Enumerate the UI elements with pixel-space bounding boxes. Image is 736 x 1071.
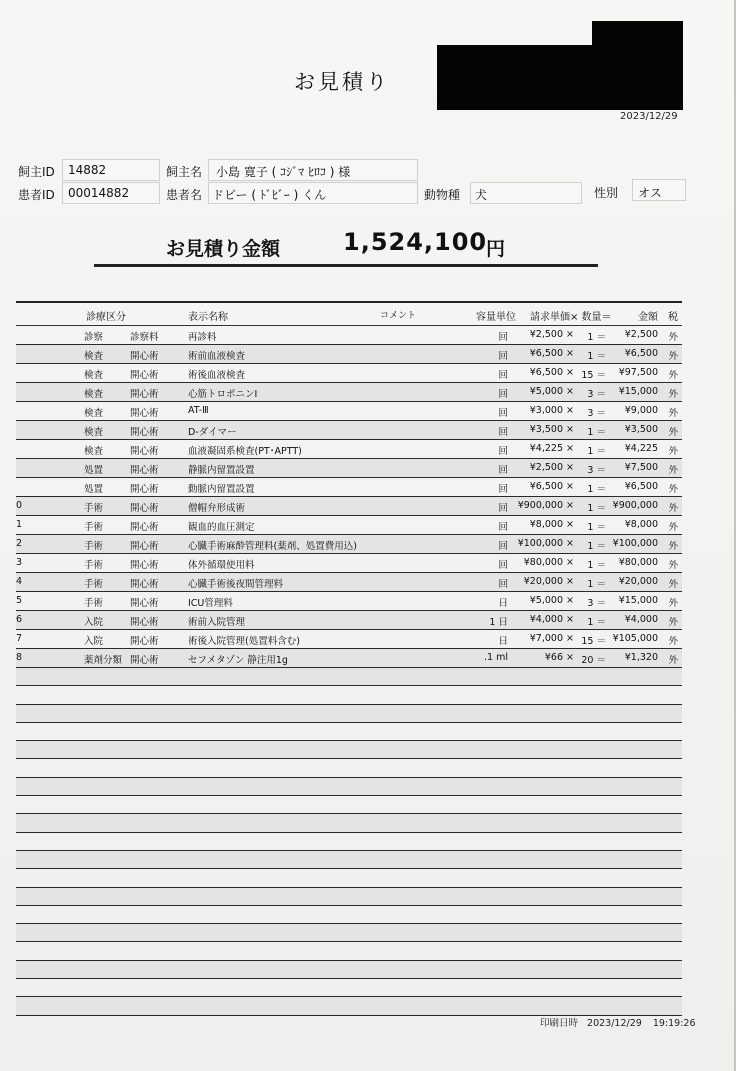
patient-name-label: 患者名	[166, 188, 203, 202]
row-number: 0	[16, 500, 23, 511]
owner-id-label: 飼主ID	[18, 165, 55, 179]
row-item-name: 術後血液検査	[188, 370, 246, 381]
row-quantity: 1 ＝	[587, 332, 606, 343]
row-tax: 外	[668, 427, 678, 438]
row-tax: 外	[668, 446, 678, 457]
row-unit-price: ¥66 ×	[544, 652, 574, 663]
row-unit-price: ¥7,000 ×	[529, 633, 574, 644]
row-subcategory: 開心術	[130, 389, 159, 400]
row-category: 診察	[84, 332, 104, 343]
empty-row	[16, 979, 682, 997]
row-category: 検査	[84, 370, 104, 381]
row-unit-price: ¥20,000 ×	[523, 576, 574, 587]
table-row	[16, 630, 682, 649]
row-category: 処置	[84, 484, 104, 495]
row-unit-price: ¥4,225 ×	[529, 443, 574, 454]
empty-row	[16, 778, 682, 796]
row-quantity: 1 ＝	[587, 541, 606, 552]
empty-row	[16, 942, 682, 960]
row-unit-price: ¥5,000 ×	[529, 595, 574, 606]
row-amount: ¥20,000	[618, 576, 658, 587]
empty-row	[16, 741, 682, 759]
row-number: 4	[16, 576, 23, 587]
row-item-name: 心臓手術麻酔管理料(薬剤、処置費用込)	[188, 541, 357, 552]
empty-row	[16, 723, 682, 741]
row-subcategory: 開心術	[130, 408, 159, 419]
row-item-name: 術前入院管理	[188, 617, 246, 628]
estimate-table	[16, 301, 682, 1016]
row-unit: 回	[498, 370, 508, 381]
row-quantity: 1 ＝	[587, 503, 606, 514]
row-quantity: 1 ＝	[587, 446, 606, 457]
row-unit-price: ¥5,000 ×	[529, 386, 574, 397]
table-header	[16, 303, 682, 326]
table-body	[16, 326, 682, 668]
row-unit: 1 日	[489, 617, 508, 628]
row-tax: 外	[668, 389, 678, 400]
row-category: 薬剤分類	[84, 655, 123, 666]
row-item-name: 観血的血圧測定	[188, 522, 255, 533]
estimate-unit: 円	[486, 238, 506, 260]
print-date: 2023/12/29	[587, 1018, 642, 1029]
row-subcategory: 開心術	[130, 598, 159, 609]
empty-row	[16, 668, 682, 686]
print-time: 19:19:26	[652, 1018, 696, 1029]
row-subcategory: 開心術	[130, 579, 159, 590]
row-amount: ¥2,500	[624, 329, 658, 340]
table-row	[16, 573, 682, 592]
row-tax: 外	[668, 484, 678, 495]
estimate-total: 1,524,100	[343, 228, 488, 256]
row-amount: ¥1,320	[624, 652, 658, 663]
row-quantity: 3 ＝	[587, 408, 606, 419]
row-unit-price: ¥6,500 ×	[529, 481, 574, 492]
empty-row	[16, 961, 682, 979]
empty-row	[16, 888, 682, 906]
row-category: 手術	[84, 579, 104, 590]
row-item-name: 心筋トロポニンI	[188, 389, 258, 400]
table-row	[16, 459, 682, 478]
col-amount: 金額	[638, 312, 658, 323]
empty-row	[16, 759, 682, 777]
row-number: 2	[16, 538, 23, 549]
row-unit: 日	[498, 636, 508, 647]
row-unit: 回	[498, 484, 508, 495]
row-quantity: 3 ＝	[587, 598, 606, 609]
col-tax: 税	[668, 312, 678, 323]
table-row	[16, 516, 682, 535]
estimate-label: お見積り金額	[166, 238, 281, 260]
row-subcategory: 開心術	[130, 465, 159, 476]
owner-id-value: 14882	[68, 163, 107, 177]
row-unit-price: ¥2,500 ×	[529, 462, 574, 473]
row-item-name: 術前血液検査	[188, 351, 246, 362]
row-amount: ¥4,000	[624, 614, 658, 625]
col-name: 表示名称	[188, 312, 228, 323]
row-item-name: D-ダイマー	[188, 427, 237, 438]
table-row	[16, 592, 682, 611]
row-subcategory: 開心術	[130, 446, 159, 457]
empty-row	[16, 705, 682, 723]
estimate-underline	[94, 264, 598, 267]
row-subcategory: 開心術	[130, 541, 159, 552]
row-amount: ¥8,000	[624, 519, 658, 530]
row-subcategory: 開心術	[130, 636, 159, 647]
row-unit-price: ¥80,000 ×	[523, 557, 574, 568]
row-unit: 回	[498, 522, 508, 533]
empty-row	[16, 851, 682, 869]
row-unit: 回	[498, 427, 508, 438]
row-unit-price: ¥3,500 ×	[529, 424, 574, 435]
row-number: 3	[16, 557, 23, 568]
row-item-name: ICU管理料	[188, 598, 233, 609]
col-price-qty: 請求単価× 数量＝	[530, 312, 612, 323]
row-unit-price: ¥4,000 ×	[529, 614, 574, 625]
row-item-name: セフメタゾン 静注用1g	[188, 655, 288, 666]
table-row	[16, 535, 682, 554]
species-label: 動物種	[424, 188, 461, 202]
row-tax: 外	[668, 560, 678, 571]
sex-value: オス	[638, 186, 662, 200]
row-category: 入院	[84, 617, 104, 628]
owner-name-label: 飼主名	[166, 165, 203, 179]
issue-date: 2023/12/29	[620, 111, 678, 122]
row-unit-price: ¥2,500 ×	[529, 329, 574, 340]
row-quantity: 15 ＝	[581, 636, 606, 647]
row-amount: ¥15,000	[618, 386, 658, 397]
row-amount: ¥15,000	[618, 595, 658, 606]
empty-rows	[16, 668, 682, 1016]
row-number: 1	[16, 519, 23, 530]
row-category: 手術	[84, 560, 104, 571]
row-quantity: 1 ＝	[587, 579, 606, 590]
row-amount: ¥100,000	[612, 538, 658, 549]
row-subcategory: 開心術	[130, 427, 159, 438]
row-number: 6	[16, 614, 23, 625]
empty-row	[16, 686, 682, 704]
row-tax: 外	[668, 351, 678, 362]
row-amount: ¥6,500	[624, 348, 658, 359]
species-value: 犬	[475, 188, 488, 202]
row-quantity: 1 ＝	[587, 560, 606, 571]
row-category: 処置	[84, 465, 104, 476]
row-category: 手術	[84, 522, 104, 533]
row-amount: ¥80,000	[618, 557, 658, 568]
col-unit: 容量単位	[476, 312, 516, 323]
row-subcategory: 開心術	[130, 560, 159, 571]
row-unit: 回	[498, 579, 508, 590]
patient-id-label: 患者ID	[18, 188, 55, 202]
row-tax: 外	[668, 503, 678, 514]
empty-row	[16, 869, 682, 887]
row-item-name: 静脈内留置設置	[188, 465, 255, 476]
row-category: 検査	[84, 408, 104, 419]
row-number: 7	[16, 633, 23, 644]
patient-id-value: 00014882	[68, 186, 130, 200]
row-amount: ¥9,000	[624, 405, 658, 416]
row-item-name: 術後入院管理(処置料含む)	[188, 636, 300, 647]
row-subcategory: 開心術	[130, 351, 159, 362]
table-row	[16, 649, 682, 668]
table-row	[16, 554, 682, 573]
empty-row	[16, 997, 682, 1015]
row-subcategory: 開心術	[130, 503, 159, 514]
row-item-name: AT-Ⅲ	[188, 405, 209, 416]
row-category: 手術	[84, 503, 104, 514]
row-unit-price: ¥8,000 ×	[529, 519, 574, 530]
row-quantity: 20 ＝	[581, 655, 606, 666]
patient-name-value: ドビー ( ﾄﾞﾋﾞｰ ) くん	[212, 188, 327, 202]
row-subcategory: 開心術	[130, 522, 159, 533]
row-quantity: 1 ＝	[587, 522, 606, 533]
table-row	[16, 383, 682, 402]
row-quantity: 1 ＝	[587, 617, 606, 628]
table-row	[16, 402, 682, 421]
owner-name-value: 小島 寛子 ( ｺｼﾞﾏ ﾋﾛｺ ) 様	[216, 165, 351, 179]
row-number: 5	[16, 595, 23, 606]
row-quantity: 3 ＝	[587, 465, 606, 476]
redaction-block-top	[592, 21, 683, 51]
row-quantity: 1 ＝	[587, 484, 606, 495]
row-category: 検査	[84, 446, 104, 457]
row-number: 8	[16, 652, 23, 663]
table-row	[16, 478, 682, 497]
document-title: お見積り	[294, 70, 390, 94]
col-category: 診療区分	[86, 312, 126, 323]
row-item-name: 血液凝固系検査(PT･APTT)	[188, 446, 302, 457]
row-tax: 外	[668, 655, 678, 666]
col-comment: コメント	[380, 311, 417, 321]
row-unit: 回	[498, 465, 508, 476]
empty-row	[16, 924, 682, 942]
row-unit-price: ¥3,000 ×	[529, 405, 574, 416]
row-subcategory: 開心術	[130, 484, 159, 495]
row-tax: 外	[668, 370, 678, 381]
empty-row	[16, 814, 682, 832]
row-unit: 日	[498, 598, 508, 609]
row-amount: ¥105,000	[612, 633, 658, 644]
row-category: 手術	[84, 541, 104, 552]
row-tax: 外	[668, 465, 678, 476]
row-quantity: 15 ＝	[581, 370, 606, 381]
row-unit-price: ¥900,000 ×	[517, 500, 574, 511]
table-row	[16, 421, 682, 440]
table-row	[16, 497, 682, 516]
row-unit: 回	[498, 408, 508, 419]
row-item-name: 心臓手術後夜間管理料	[188, 579, 284, 590]
table-row	[16, 345, 682, 364]
row-unit-price: ¥6,500 ×	[529, 367, 574, 378]
row-unit: 回	[498, 503, 508, 514]
print-label: 印刷日時	[540, 1018, 579, 1029]
row-unit: 回	[498, 389, 508, 400]
table-row	[16, 440, 682, 459]
redaction-block	[437, 45, 683, 110]
row-unit: 回	[498, 446, 508, 457]
table-row	[16, 326, 682, 345]
sex-label: 性別	[594, 186, 619, 200]
row-category: 検査	[84, 389, 104, 400]
empty-row	[16, 796, 682, 814]
row-unit: 回	[498, 560, 508, 571]
row-item-name: 体外循環使用料	[188, 560, 255, 571]
row-unit-price: ¥100,000 ×	[517, 538, 574, 549]
row-item-name: 再診料	[188, 332, 217, 343]
row-amount: ¥4,225	[624, 443, 658, 454]
row-subcategory: 開心術	[130, 617, 159, 628]
table-row	[16, 364, 682, 383]
row-subcategory: 診察料	[130, 332, 159, 343]
row-category: 入院	[84, 636, 104, 647]
print-timestamp	[540, 1015, 696, 1029]
row-tax: 外	[668, 579, 678, 590]
row-unit: 回	[498, 351, 508, 362]
row-quantity: 1 ＝	[587, 351, 606, 362]
row-unit: 回	[498, 332, 508, 343]
row-amount: ¥900,000	[612, 500, 658, 511]
row-unit: .1 ml	[484, 652, 508, 663]
row-tax: 外	[668, 636, 678, 647]
row-quantity: 1 ＝	[587, 427, 606, 438]
empty-row	[16, 833, 682, 851]
row-tax: 外	[668, 541, 678, 552]
empty-row	[16, 906, 682, 924]
row-tax: 外	[668, 598, 678, 609]
row-quantity: 3 ＝	[587, 389, 606, 400]
table-row	[16, 611, 682, 630]
row-tax: 外	[668, 408, 678, 419]
row-amount: ¥97,500	[618, 367, 658, 378]
row-amount: ¥3,500	[624, 424, 658, 435]
row-amount: ¥6,500	[624, 481, 658, 492]
row-category: 検査	[84, 351, 104, 362]
row-tax: 外	[668, 332, 678, 343]
row-category: 検査	[84, 427, 104, 438]
row-amount: ¥7,500	[624, 462, 658, 473]
row-subcategory: 開心術	[130, 655, 159, 666]
row-category: 手術	[84, 598, 104, 609]
row-tax: 外	[668, 522, 678, 533]
row-unit: 回	[498, 541, 508, 552]
row-item-name: 動脈内留置設置	[188, 484, 255, 495]
row-item-name: 僧帽弁形成術	[188, 503, 246, 514]
row-tax: 外	[668, 617, 678, 628]
row-unit-price: ¥6,500 ×	[529, 348, 574, 359]
row-subcategory: 開心術	[130, 370, 159, 381]
